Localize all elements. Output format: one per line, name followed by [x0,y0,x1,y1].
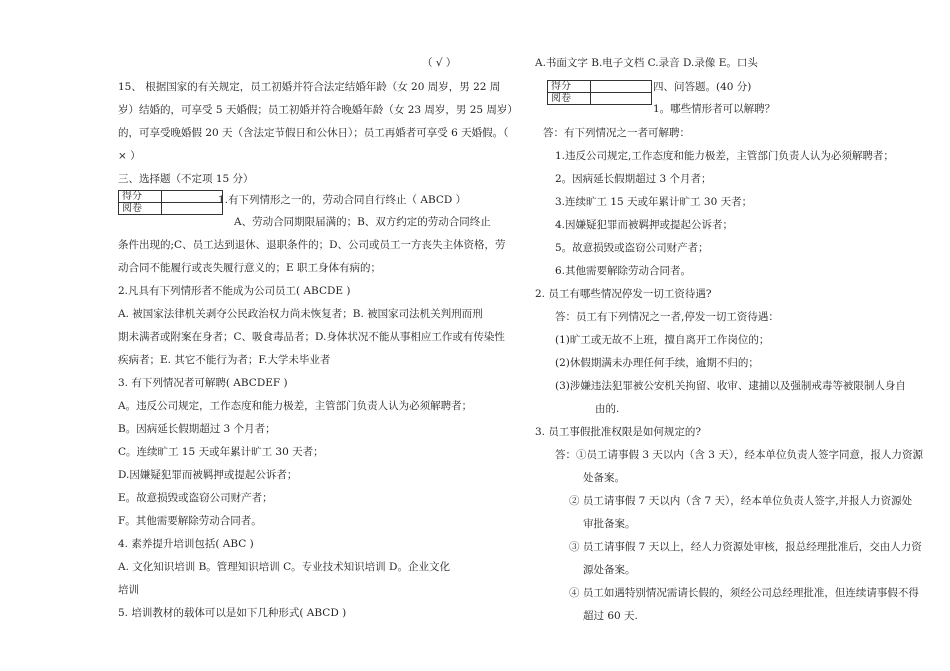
q4-line: A. 文化知识培训 B。管理知识培训 C。专业技术知识培训 D。企业文化 [118,561,450,573]
qa3-answer-line: 答：①员工请事假 3 天以内（含 3 天），经本单位负责人签字同意，报人力资源 [555,449,923,461]
qa1-answer-line: 1.违反公司规定,工作态度和能力极差，主管部门负责人认为必须解聘者； [555,150,894,162]
q3-line: 3. 有下列情况者可解聘( ABCDEF ) [118,377,288,389]
qa3-answer-line: ④ 员工如遇特别情况需请长假的，须经公司总经理批准，但连续请事假不得 [569,587,919,599]
qa2-answer-line: (3)涉嫌违法犯罪被公安机关拘留、收审、逮捕以及强制戒毒等被限制人身自 [555,380,906,392]
score-box-left [118,190,223,215]
q1-line: 1.有下列情形之一的，劳动合同自行终止（ ABCD ） [218,194,467,206]
score-cell[interactable] [162,191,223,203]
q15-line: × ） [118,150,141,162]
q3-line: C。连续旷工 15 天或年累计旷工 30 天者； [118,446,324,458]
qa1-question: 1。哪些情形者可以解聘？ [653,103,776,115]
score-cell[interactable] [591,81,652,93]
qa3-answer-line: 处备案。 [583,472,625,484]
qa1-answer-line: 答：有下列情况之一者可解聘： [543,127,690,139]
grader-label: 阅卷 [119,203,162,215]
section-3-title: 三、选择题（不定项 15 分） [118,173,254,185]
q3-line: F。其他需要解除劳动合同者。 [118,515,262,527]
score-label: 得分 [119,191,162,203]
qa3-question: 3. 员工事假批准权限是如何规定的? [535,426,701,438]
q15-line: 的，可享受晚婚假 20 天（含法定节假日和公休日）；员工再婚者可享受 6 天婚假。（ [118,127,509,139]
qa2-answer-line: 由的. [595,403,620,415]
q15-line: 15、 根据国家的有关规定，员工初婚并符合法定结婚年龄（女 20 周岁，男 22 周 [118,81,501,93]
q3-line: E。故意损毁或盗窃公司财产者； [118,492,273,504]
prev-answer-mark: （ √ ） [422,57,457,69]
section-4-title: 四、问答题。(40 分) [653,81,752,93]
grader-cell[interactable] [162,203,223,215]
q5-line: 5. 培训教材的载体可以是如下几种形式( ABCD ) [118,607,347,619]
q4-line: 4. 素养提升培训包括( ABC ) [118,538,254,550]
q3-line: A。违反公司规定，工作态度和能力极差，主管部门负责人认为必须解聘者； [118,400,473,412]
q2-line: 疾病者；E. 其它不能行为者；F.大学未毕业者 [118,354,331,366]
qa3-answer-line: ② 员工请事假 7 天以内（含 7 天），经本单位负责人签字,并报人力资源处 [569,495,913,507]
qa2-question: 2. 员工有哪些情况停发一切工资待遇? [535,288,712,300]
qa2-answer-line: (1)旷工或无故不上班，擅自离开工作岗位的； [555,334,770,346]
grader-cell[interactable] [591,93,652,105]
qa1-answer-line: 6.其他需要解除劳动合同者。 [555,265,692,277]
q2-line: A. 被国家法律机关剥夺公民政治权力尚未恢复者；B. 被国家司法机关判刑而刑 [118,308,483,320]
qa3-answer-line: 源处备案。 [583,564,636,576]
q3-line: B。因病延长假期超过 3 个月者； [118,423,276,435]
score-label: 得分 [548,81,591,93]
q2-line: 期未满者或附案在身者；C、吸食毒品者；D.身体状况不能从事相应工作或有传染性 [118,331,505,343]
qa1-answer-line: 5。故意损毁或盗窃公司财产者； [555,242,709,254]
qa3-answer-line: ③ 员工请事假 7 天以上，经人力资源处审核，报总经理批准后，交由人力资 [569,541,922,553]
q1-line: A、劳动合同期限届满的；B、双方约定的劳动合同终止 [234,216,491,228]
grader-label: 阅卷 [548,93,591,105]
qa2-answer-line: 答：员工有下列情况之一者,停发一切工资待遇： [555,311,779,323]
qa1-answer-line: 2。因病延长假期超过 3 个月者； [555,173,712,185]
qa1-answer-line: 4.因嫌疑犯罪而被羁押或提起公诉者； [555,219,734,231]
qa3-answer-line: 审批备案。 [583,518,636,530]
q1-line: 动合同不能履行或丧失履行意义的；E 职工身体有病的； [118,262,382,274]
q3-line: D.因嫌疑犯罪而被羁押或提起公诉者； [118,469,298,481]
score-box-right [547,80,652,105]
q4-line: 培训 [118,584,139,596]
q15-line: 岁）结婚的，可享受 5 天婚假；员工初婚并符合晚婚年龄（女 23 周岁，男 25 周岁） [118,104,518,116]
q2-line: 2.凡具有下列情形者不能成为公司员工( ABCDE ) [118,285,351,297]
qa2-answer-line: (2)休假期满未办理任何手续，逾期不归的； [555,357,759,369]
q1-line: 条件出现的;C、员工达到退休、退职条件的；D、公司或员工一方丧失主体资格，劳 [118,239,506,251]
q5-options: A.书面文字 B.电子文档 C.录音 D.录像 E。口头 [535,57,758,69]
qa3-answer-line: 超过 60 天. [583,610,638,622]
qa1-answer-line: 3.连续旷工 15 天或年累计旷工 30 天者； [555,196,753,208]
